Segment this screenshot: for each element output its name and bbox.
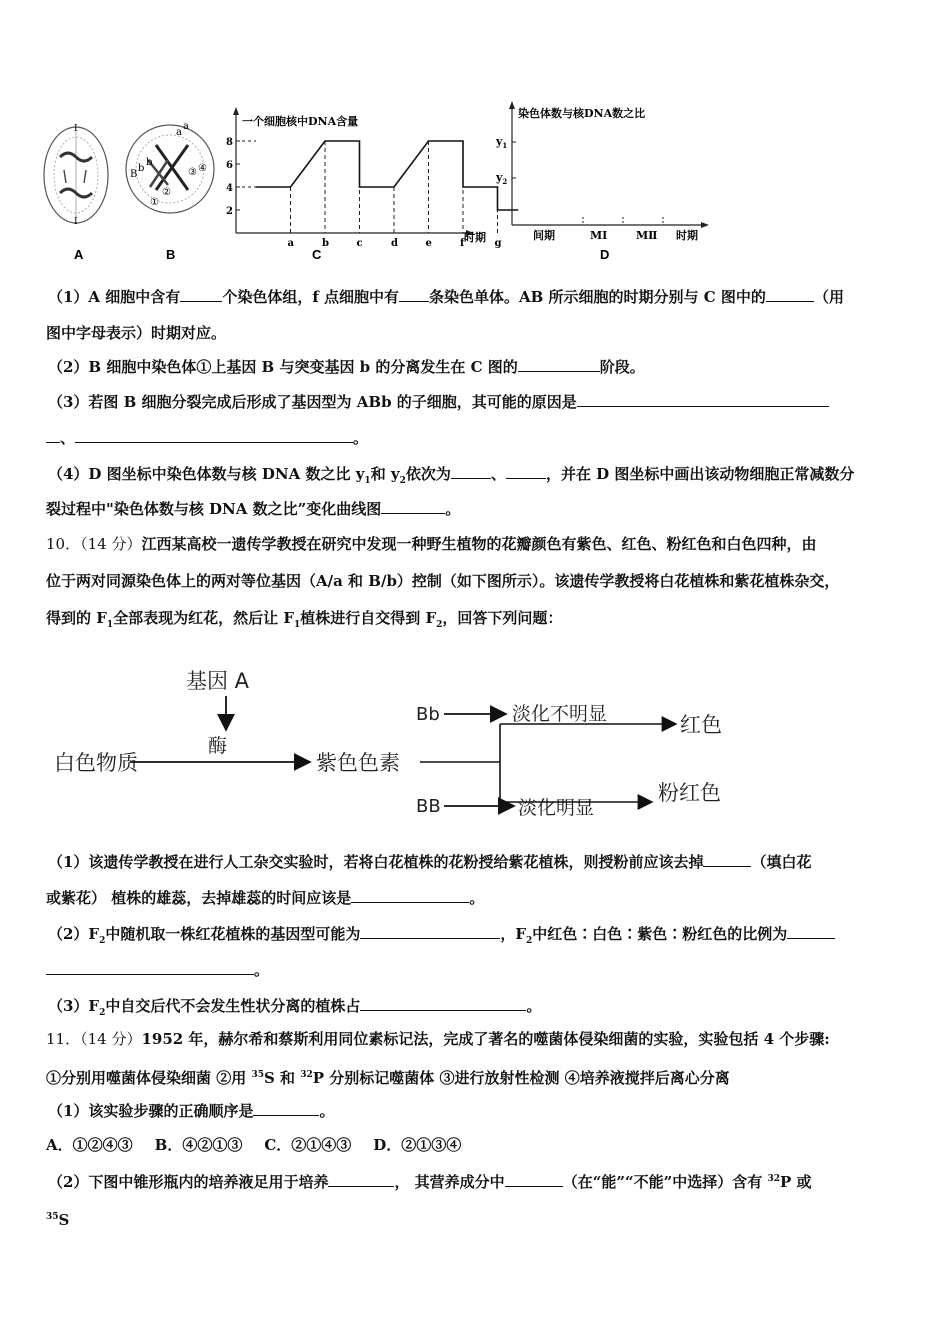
q9-blank-9[interactable] xyxy=(381,497,445,514)
q9-blank-4[interactable] xyxy=(518,355,600,372)
q11-number: 11．（14 分） xyxy=(46,1030,142,1048)
cell-b-num-4: ④ xyxy=(198,163,207,174)
label-a: A xyxy=(74,247,84,262)
chart-c-ytick: 4 xyxy=(226,183,233,194)
q9-blank-1[interactable] xyxy=(180,285,222,302)
q9-part4-line2: 裂过程中"染色体数与核 DNA 数之比”变化曲线图 。 xyxy=(46,497,460,520)
cell-b-num-2: ② xyxy=(162,187,171,198)
chart-c-xtick: g xyxy=(494,238,502,249)
chart-d-title: 染色体数与核DNA数之比 xyxy=(518,107,646,120)
chart-c-xtick: b xyxy=(322,238,329,249)
chart-d-xlabel: 时期 xyxy=(676,229,698,242)
chart-c-ytick: 2 xyxy=(226,206,233,217)
chart-c-dna-line xyxy=(256,141,518,210)
cell-b-gene-2: a xyxy=(183,121,189,132)
q10-blank-3[interactable] xyxy=(360,922,500,939)
pathway-enzyme: 酶 xyxy=(208,735,228,757)
q10-stem-line2: 位于两对同源染色体上的两对等位基因（A/a 和 B/b）控制（如下图所示）。该遗传学教授将白花植株和紫花植株杂交， xyxy=(46,572,840,590)
pathway-white: 白色物质 xyxy=(54,751,138,775)
pathway-BB-effect: 淡化明显 xyxy=(518,797,595,819)
q11-part2-line2: $^{35}$S xyxy=(46,1211,70,1229)
q10-blank-5[interactable] xyxy=(360,994,526,1011)
q11-part2-line1: （2）下图中锥形瓶内的培养液足用于培养 ， 其营养成分中 （在“能”“不能”中选择）含有 $^{32}$P 或 xyxy=(48,1168,811,1193)
option-d[interactable]: D．②①③④ xyxy=(373,1136,462,1154)
cell-a-diagram xyxy=(44,124,108,227)
chart-d-x-m1: MⅠ xyxy=(590,229,608,242)
q9-blank-3[interactable] xyxy=(766,285,814,302)
q9-part1-line1: （1）A 细胞中含有 个染色体组，f 点细胞中有 条染色单体。AB 所示细胞的时期分别与 C 图中的 （用 xyxy=(48,285,844,308)
q9-blank-2[interactable] xyxy=(399,285,429,302)
label-b: B xyxy=(166,247,176,262)
cell-a-mark-top: Ⅰ xyxy=(74,124,78,134)
q11-blank-3[interactable] xyxy=(505,1170,563,1187)
q11-part1: （1）该实验步骤的正确顺序是 。 xyxy=(48,1099,334,1122)
q11-blank-1[interactable] xyxy=(253,1099,319,1116)
chart-c-xtick: d xyxy=(391,238,398,249)
q9-part1-line2: 图中字母表示）时期对应。 xyxy=(46,324,227,342)
q11-stem-line1: 11．（14 分）1952 年，赫尔希和蔡斯利用同位素标记法，完成了著名的噬菌体侵染细菌的实验，实验包括 4 个步骤: xyxy=(46,1030,830,1048)
pathway-gene-a: 基因 A xyxy=(186,669,250,693)
q10-part3: $(3)F_2$中自交后代不会发生性状分离的植株占 。 xyxy=(48,994,541,1024)
q9-blank-5b[interactable] xyxy=(46,426,60,443)
label-c: C xyxy=(312,247,322,262)
q11-stem-line2: ①分别用噬菌体侵染细菌 ②用 $^{35}$S 和 $^{32}$P 分别标记噬菌体 ③进行放射性检测 ④培养液搅拌后离心分离 xyxy=(46,1069,730,1087)
q9-part2: （2）B 细胞中染色体①上基因 B 与突变基因 b 的分离发生在 C 图的 阶段。 xyxy=(48,355,645,378)
pathway-pink: 粉红色 xyxy=(658,781,721,805)
cell-b-num-3: ③ xyxy=(188,167,197,178)
chart-d-y2: $y_2$ xyxy=(496,171,508,186)
q9-part4-line1: （4）D 图坐标中染色体数与核 DNA 数之比 $y_1$和 $y_2$依次为 、 ，并在 D 图坐标中画出该动物细胞正常减数分 xyxy=(48,462,854,492)
q10-blank-4[interactable] xyxy=(787,922,835,939)
q9-blank-7[interactable] xyxy=(451,462,491,479)
q10-stem-line1: 10．（14 分）江西某高校一遗传学教授在研究中发现一种野生植物的花瓣颜色有紫色、红色、粉红色和白色四种，由 xyxy=(46,535,817,553)
chart-c xyxy=(226,107,518,249)
pathway-BB: BB xyxy=(416,796,441,817)
chart-c-xtick: a xyxy=(287,238,294,249)
cell-a-mark-bottom: Ⅰ xyxy=(74,217,78,227)
chart-c-xtick: e xyxy=(425,238,432,249)
cell-b-gene-1: a xyxy=(176,127,182,138)
q11-blank-2[interactable] xyxy=(328,1170,394,1187)
option-a[interactable]: A．①②④③ xyxy=(46,1136,133,1154)
label-d: D xyxy=(600,247,610,262)
option-c[interactable]: C．②①④③ xyxy=(264,1136,352,1154)
cell-b-gene-3: B xyxy=(130,169,138,180)
cell-b-gene-4: b xyxy=(138,163,145,174)
chart-c-xtick: f xyxy=(460,238,465,249)
q9-part3-line2: 、 。 xyxy=(46,426,368,449)
q10-blank-1[interactable] xyxy=(703,850,751,867)
chart-d-y1: $y_1$ xyxy=(496,135,508,150)
cell-b-gene-5: b xyxy=(146,157,153,168)
q10-blank-2[interactable] xyxy=(351,886,469,903)
q10-number: 10．（14 分） xyxy=(46,535,142,553)
chart-d-x-interphase: 间期 xyxy=(533,229,555,242)
q9-blank-5[interactable] xyxy=(577,390,829,407)
q11-options xyxy=(46,1134,461,1156)
q9-blank-6[interactable] xyxy=(75,426,353,443)
q10-part2-line2: 。 xyxy=(46,958,269,981)
chart-c-title: 一个细胞核中DNA含量 xyxy=(242,115,359,128)
cell-b-diagram xyxy=(126,121,214,213)
q9-part3-line1: （3）若图 B 细胞分裂完成后形成了基因型为 ABb 的子细胞，其可能的原因是 xyxy=(48,390,829,413)
q10-blank-4b[interactable] xyxy=(46,958,254,975)
chart-d-x-m2: MⅡ xyxy=(636,229,658,242)
chart-d xyxy=(495,101,709,242)
figure-cells-and-charts xyxy=(38,95,718,265)
q10-part2-line1: $(2)F_2$中随机取一株红花植株的基因型可能为 ，$F_2$中红色∶白色∶紫色∶粉红色的比例为 xyxy=(48,922,835,952)
pigment-pathway-diagram xyxy=(48,660,768,830)
chart-c-ytick: 8 xyxy=(226,137,233,148)
q9-blank-8[interactable] xyxy=(506,462,546,479)
pathway-bb: Bb xyxy=(416,704,440,725)
chart-c-ytick: 6 xyxy=(226,160,233,171)
pathway-red: 红色 xyxy=(680,713,722,737)
chart-c-xlabel: 时期 xyxy=(464,231,486,244)
q10-part1-line2: 或紫花） 植株的雄蕊，去掉雄蕊的时间应该是 。 xyxy=(46,886,484,909)
pathway-purple: 紫色色素 xyxy=(316,751,400,775)
q10-part1-line1: （1）该遗传学教授在进行人工杂交实验时，若将白花植株的花粉授给紫花植株，则授粉前应该去掉 （填白花 xyxy=(48,850,811,873)
pathway-bb-effect: 淡化不明显 xyxy=(512,703,608,725)
cell-b-num-1: ① xyxy=(150,197,159,208)
option-b[interactable]: B．④②①③ xyxy=(154,1136,243,1154)
q10-stem-line3: 得到的 $F_1$全部表现为红花，然后让 $F_1$植株进行自交得到 $F_2$，回答下列问题： xyxy=(46,609,563,630)
chart-c-xtick: c xyxy=(356,238,363,249)
